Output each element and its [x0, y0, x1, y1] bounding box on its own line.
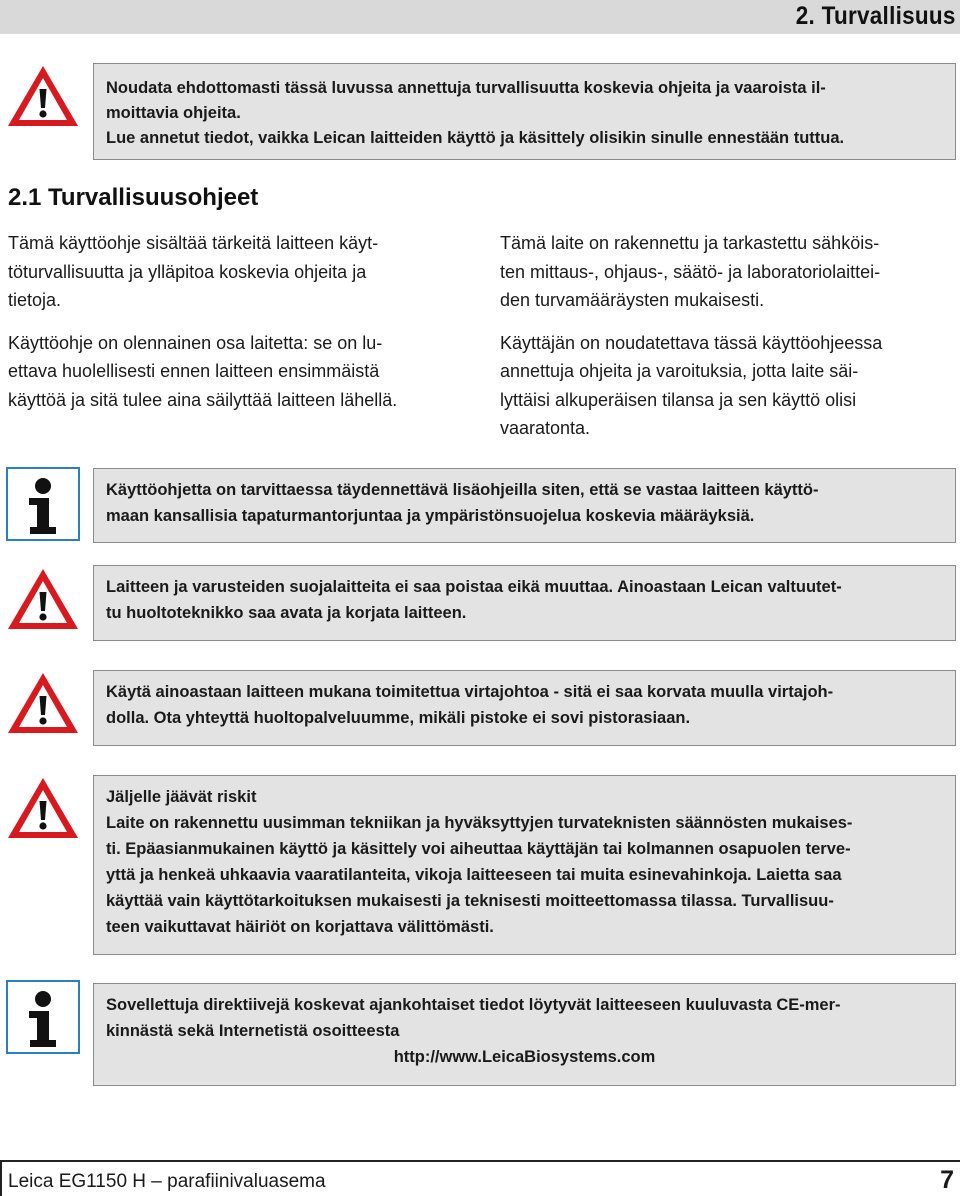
info-icon: [6, 467, 82, 543]
notice-line: yttä ja henkeä uhkaavia vaaratilanteita, vikoja laitteeseen tai muita esinevahinkoja. Laietta saa: [106, 866, 842, 884]
warning-notice-box: [93, 670, 956, 746]
notice-line: maan kansallisia tapaturmantorjuntaa ja ympäristönsuojelua koskevia määräyksiä.: [106, 507, 755, 525]
left-column: [8, 229, 468, 414]
notice-heading: Jäljelle jäävät riskit: [106, 788, 257, 806]
notice-line: Laite on rakennettu uusimman tekniikan ja hyväksyttyjen turvateknisten säännösten mukaises-: [106, 814, 853, 832]
notice-line: teen vaikuttavat häiriöt on korjattava välittömästi.: [106, 918, 494, 936]
body-line: tietoja.: [8, 290, 62, 310]
notice-line: kinnästä sekä Internetistä osoitteesta: [106, 1022, 400, 1040]
body-line: töturvallisuutta ja ylläpitoa koskevia ohjeita ja: [8, 261, 367, 282]
body-line: ten mittaus-, ohjaus-, säätö- ja laboratoriolaittei-: [500, 261, 881, 282]
warning-triangle-icon: [6, 669, 82, 739]
body-line: lyttäisi alkuperäisen tilansa ja sen käyttö olisi: [500, 389, 857, 410]
notice-line: dolla. Ota yhteyttä huoltopalveluumme, mikäli pistoke ei sovi pistorasiaan.: [106, 709, 691, 727]
section-title: 2.1 Turvallisuusohjeet: [8, 184, 259, 211]
notice-line: tu huoltoteknikko saa avata ja korjata laitteen.: [106, 604, 467, 622]
intro-warning-line: Noudata ehdottomasti tässä luvussa annettuja turvallisuutta koskevia ohjeita ja vaaroista il-: [106, 79, 826, 97]
info-icon: [6, 980, 82, 1056]
intro-warning-box: [93, 63, 956, 160]
warning-triangle-icon: [6, 565, 82, 635]
body-line: ettava huolellisesti ennen laitteen ensimmäistä: [8, 361, 380, 381]
info-notice-box: [93, 983, 956, 1086]
intro-warning-line: Lue annetut tiedot, vaikka Leican laitteiden käyttö ja käsittely olisikin sinulle ennestään tuttua.: [106, 129, 845, 147]
footer-product-name: Leica EG1150 H – parafiinivaluasema: [8, 1171, 326, 1192]
body-line: Tämä laite on rakennettu ja tarkastettu sähköis-: [500, 233, 880, 253]
notice-line: Laitteen ja varusteiden suojalaitteita ei saa poistaa eikä muuttaa. Ainoastaan Leican valtuutet-: [106, 578, 842, 596]
body-line: käyttöä ja sitä tulee aina säilyttää laitteen lähellä.: [8, 389, 398, 410]
notice-line: Käyttöohjetta on tarvittaessa täydennettävä lisäohjeilla siten, että se vastaa laitteen käyttö-: [106, 481, 819, 499]
notice-line: ti. Epäasianmukainen käyttö ja käsittely voi aiheuttaa käyttäjän tai kolmannen osapuolen terve-: [106, 840, 851, 858]
notice-line: Sovellettuja direktiivejä koskevat ajankohtaiset tiedot löytyvät laitteeseen kuuluvasta CE-mer-: [106, 996, 841, 1014]
warning-triangle-icon: [6, 62, 82, 132]
chapter-title: 2. Turvallisuus: [796, 2, 956, 30]
page-number: 7: [940, 1166, 954, 1194]
body-line: den turvamääräysten mukaisesti.: [500, 290, 765, 310]
body-line: annettuja ohjeita ja varoituksia, jotta laite säi-: [500, 361, 859, 381]
footer-divider: [0, 1160, 2, 1196]
notice-line: Käytä ainoastaan laitteen mukana toimitettua virtajohtoa - sitä ei saa korvata muulla virtajoh-: [106, 683, 834, 701]
warning-notice-box: [93, 565, 956, 641]
right-column: [500, 229, 956, 443]
residual-risks-box: [93, 775, 956, 955]
body-line: Tämä käyttöohje sisältää tärkeitä laitteen käyt-: [8, 233, 379, 253]
info-notice-box: [93, 468, 956, 543]
intro-warning-line: moittavia ohjeita.: [106, 104, 241, 122]
body-line: Käyttöohje on olennainen osa laitetta: se on lu-: [8, 332, 383, 353]
website-url: http://www.LeicaBiosystems.com: [393, 1048, 656, 1066]
warning-triangle-icon: [6, 774, 82, 844]
chapter-header-bar: [0, 0, 960, 34]
notice-line: käyttää vain käyttötarkoituksen mukaisesti ja teknisesti moitteettomassa tilassa. Turvallisuu-: [106, 892, 834, 910]
footer-rule: [0, 1160, 960, 1162]
body-line: Käyttäjän on noudatettava tässä käyttöohjeessa: [500, 332, 883, 353]
body-line: vaaratonta.: [500, 418, 591, 438]
